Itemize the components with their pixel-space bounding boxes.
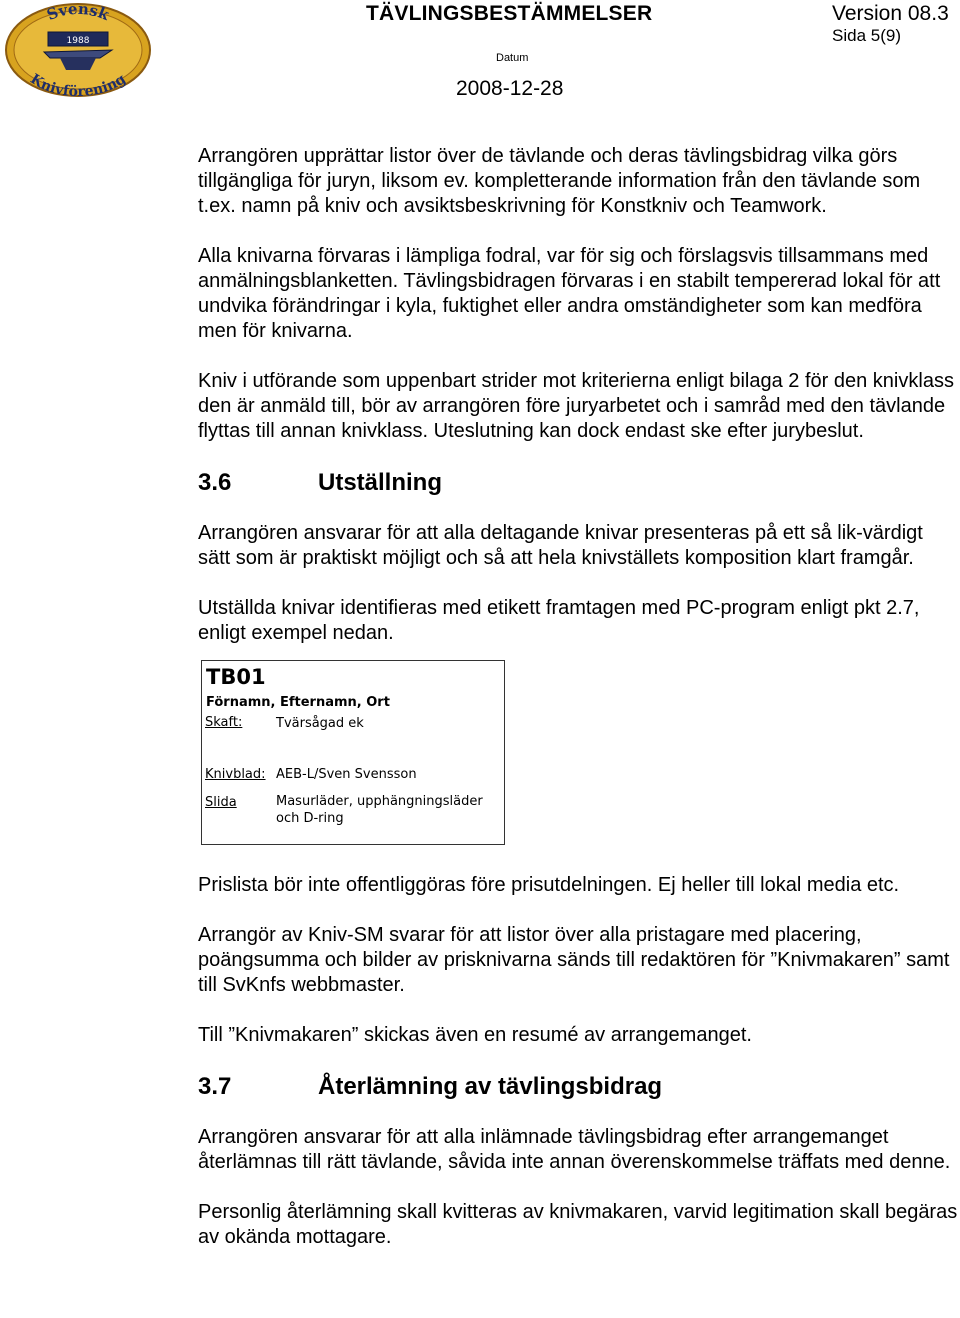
association-logo bbox=[4, 2, 152, 98]
section-title: Utställning bbox=[318, 469, 442, 496]
page-number: Sida 5(9) bbox=[832, 26, 901, 45]
label-value-knivblad: AEB-L/Sven Svensson bbox=[276, 767, 417, 782]
paragraph-presentation: Arrangören ansvarar för att alla deltagande knivar presenteras på ett så lik-värdigt sätt som är praktiskt möjligt och så att hela knivställets komposition klart framgår. bbox=[198, 522, 923, 569]
example-knife-label bbox=[201, 660, 505, 845]
paragraph-resume: Till ”Knivmakaren” skickas även en resumé av arrangemanget. bbox=[198, 1024, 752, 1046]
paragraph-kvittens: Personlig återlämning skall kvitteras av knivmakaren, varvid legitimation skall begäras av okända mottagare. bbox=[198, 1201, 958, 1248]
section-number: 3.7 bbox=[198, 1073, 232, 1100]
label-value-slida bbox=[276, 793, 483, 827]
label-maker-names: Förnamn, Efternamn, Ort bbox=[206, 695, 390, 710]
label-key-slida: Slida bbox=[205, 795, 237, 810]
label-value-skaft: Tvärsågad ek bbox=[276, 716, 364, 731]
label-value-slida-line2: och D-ring bbox=[276, 811, 344, 826]
paragraph-forvaring: Alla knivarna förvaras i lämpliga fodral, var för sig och förslagsvis tillsammans med anmälningsblanketten. Tävlingsbidragen förvaras i en stabilt tempererad lokal för att undvika förändringar i kyla, fuktighet eller andra omständigheter som kan medföra men för knivarna. bbox=[198, 245, 941, 342]
document-body bbox=[198, 144, 960, 1275]
label-key-knivblad: Knivblad: bbox=[205, 767, 266, 782]
label-code: TB01 bbox=[206, 665, 266, 689]
date-label: Datum bbox=[496, 52, 529, 64]
paragraph-knivklass: Kniv i utförande som uppenbart strider mot kriterierna enligt bilaga 2 för den knivklass den är anmäld till, bör av arrangören före juryarbetet och i samråd med den tävlande flyttas till annan knivklass. Uteslutning kan dock endast ske efter jurybeslut. bbox=[198, 370, 954, 442]
document-date: 2008-12-28 bbox=[456, 77, 564, 100]
paragraph-prislista: Prislista bör inte offentliggöras före prisutdelningen. Ej heller till lokal media etc. bbox=[198, 874, 900, 896]
label-value-slida-line1: Masurläder, upphängningsläder bbox=[276, 794, 483, 809]
section-heading-3-6 bbox=[198, 469, 960, 497]
logo-text-top: Svensk bbox=[44, 2, 112, 25]
label-key-skaft: Skaft: bbox=[205, 715, 243, 730]
document-title: TÄVLINGSBESTÄMMELSER bbox=[366, 2, 653, 25]
paragraph-etikett: Utställda knivar identifieras med etikett framtagen med PC-program enligt pkt 2.7, enligt exempel nedan. bbox=[198, 597, 920, 644]
section-heading-3-7 bbox=[198, 1073, 960, 1101]
document-version: Version 08.3 bbox=[832, 2, 949, 25]
logo-text-bottom: Knivförening bbox=[27, 71, 129, 98]
paragraph-pristagare: Arrangör av Kniv-SM svarar för att listor över alla pristagare med placering, poängsumma och bilder av prisknivarna sänds till redaktören för ”Knivmakaren” samt till SvKnfs webbmaster. bbox=[198, 924, 950, 996]
logo-year: 1988 bbox=[66, 36, 90, 46]
section-number: 3.6 bbox=[198, 469, 232, 496]
section-title: Återlämning av tävlingsbidrag bbox=[318, 1073, 663, 1100]
paragraph-aterlamning: Arrangören ansvarar för att alla inlämnade tävlingsbidrag efter arrangemanget återlämnas till rätt tävlande, såvida inte annan överenskommelse träffats med denne. bbox=[198, 1126, 951, 1173]
paragraph-listor: Arrangören upprättar listor över de tävlande och deras tävlingsbidrag vilka görs tillgängliga för juryn, liksom ev. kompletterande information från den tävlande som t.ex. namn på kniv och avsiktsbeskrivning för Konstkniv och Teamwork. bbox=[198, 145, 921, 217]
